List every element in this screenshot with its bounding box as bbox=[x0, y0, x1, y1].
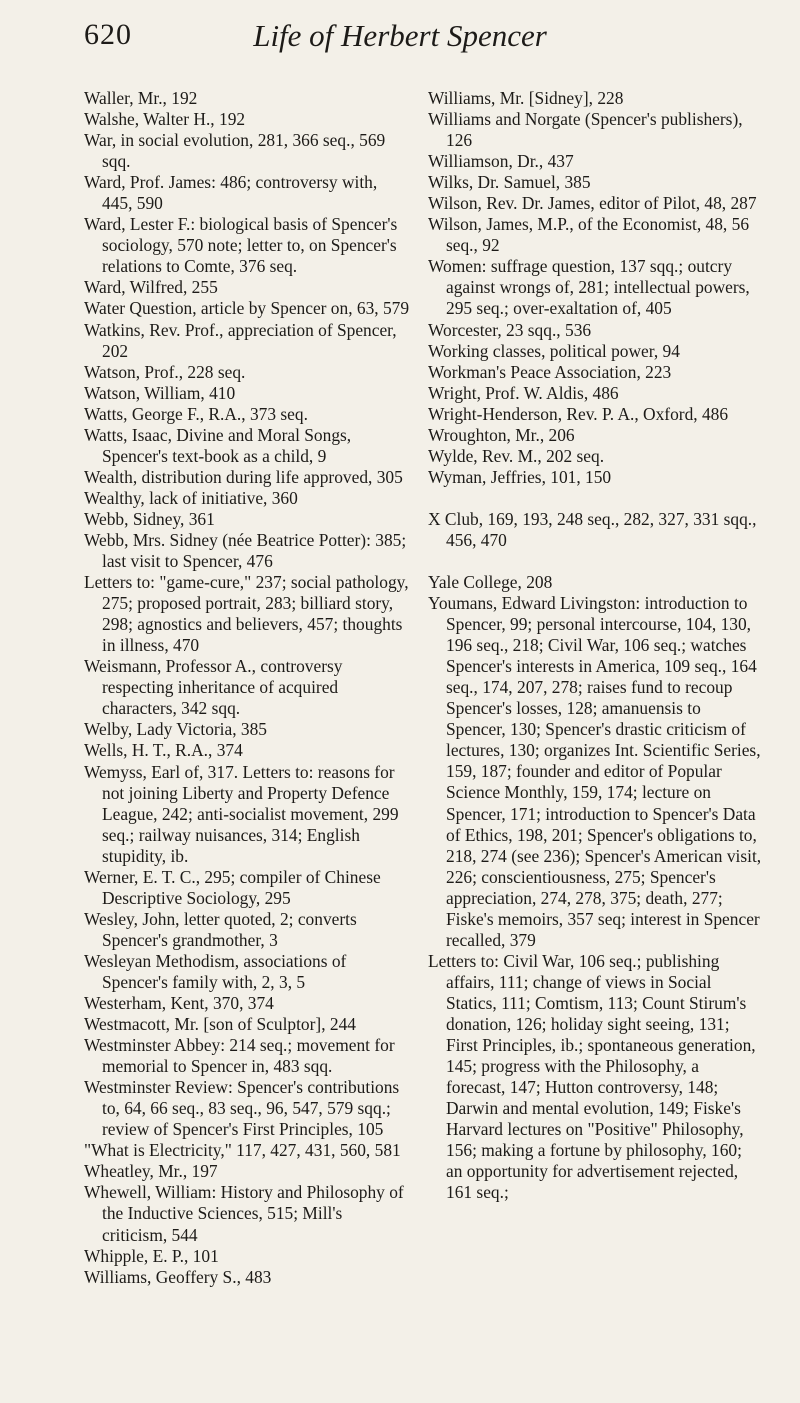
index-entry: Whewell, William: History and Philosophy of the Inductive Sciences, 515; Mill's criticism, 544 bbox=[84, 1182, 404, 1245]
index-entry: Ward, Lester F.: biological basis of Spencer's sociology, 570 note; letter to, on Spencer's relations to Comte, 376 seq. bbox=[84, 214, 398, 277]
index-entry: Watson, William, 410 bbox=[84, 382, 236, 403]
index-entry: Wright, Prof. W. Aldis, 486 bbox=[428, 382, 619, 403]
page-number: 620 bbox=[84, 18, 132, 51]
index-entry: Wroughton, Mr., 206 bbox=[428, 424, 575, 445]
index-entry-yale: Yale College, 208 bbox=[428, 571, 553, 592]
index-entry: Werner, E. T. C., 295; compiler of Chinese Descriptive Sociology, 295 bbox=[84, 866, 381, 908]
index-entry: Williamson, Dr., 437 bbox=[428, 151, 574, 172]
left-index-column bbox=[84, 88, 410, 1288]
index-entry: Wyman, Jeffries, 101, 150 bbox=[428, 466, 612, 487]
index-entry: Williams, Geoffery S., 483 bbox=[84, 1266, 272, 1287]
index-entry: Wealthy, lack of initiative, 360 bbox=[84, 487, 298, 508]
index-entry: Welby, Lady Victoria, 385 bbox=[84, 719, 268, 740]
index-entry: Youmans, Edward Livingston: introduction to Spencer, 99; personal intercourse, 104, 130, 196 seq., 218; Civil War, 106 seq.; watches Spencer's interests in America, 109 seq., 164 seq., 174, 207, 278; raises fund to recoup Spencer's losses, 128; amanuensis to Spencer, 130; Spencer's drastic criticism of lectures, 130; organizes Int. Scientific Series, 159, 187; founder and editor of Popular Science Monthly, 159, 174; lecture on Spencer, 171; introduction to Spencer's Data of Ethics, 198, 201; Spencer's obligations to, 218, 274 (see 236); Spencer's American visit, 226; conscientiousness, 275; Spencer's appreciation, 274, 278, 375; death, 277; Fiske's memoirs, 357 seq; interest in Spencer recalled, 379 bbox=[428, 593, 762, 950]
index-entry: Ward, Prof. James: 486; controversy with, 445, 590 bbox=[84, 172, 378, 214]
index-entry: Westminster Abbey: 214 seq.; movement for memorial to Spencer in, 483 sqq. bbox=[84, 1035, 395, 1077]
right-index-column bbox=[428, 88, 762, 1203]
index-entry: Workman's Peace Association, 223 bbox=[428, 361, 672, 382]
index-entry: Ward, Wilfred, 255 bbox=[84, 277, 218, 298]
index-entry: Women: suffrage question, 137 sqq.; outcry against wrongs of, 281; intellectual powers, 295 seq.; over-exaltation of, 405 bbox=[428, 256, 750, 319]
index-entry: Wright-Henderson, Rev. P. A., Oxford, 486 bbox=[428, 403, 729, 424]
index-entry: War, in social evolution, 281, 366 seq., 569 sqq. bbox=[84, 130, 386, 172]
page-header bbox=[42, 18, 758, 74]
index-entry: Webb, Mrs. Sidney (née Beatrice Potter): 385; last visit to Spencer, 476 bbox=[84, 529, 407, 572]
index-entry: Westmacott, Mr. [son of Sculptor], 244 bbox=[84, 1014, 356, 1035]
index-entry: "What is Electricity," 117, 427, 431, 560, 581 bbox=[84, 1140, 401, 1161]
running-title: Life of Herbert Spencer bbox=[253, 18, 547, 53]
index-entry: Wesley, John, letter quoted, 2; converts Spencer's grandmother, 3 bbox=[84, 908, 357, 950]
index-entry: Williams and Norgate (Spencer's publishers), 126 bbox=[428, 109, 743, 151]
index-entry: Williams, Mr. [Sidney], 228 bbox=[428, 88, 624, 108]
index-entry: Letters to: "game-cure," 237; social pathology, 275; proposed portrait, 283; billiard story, 298; agnostics and believers, 457; thoughts in illness, 470 bbox=[84, 572, 409, 656]
index-entry: Whipple, E. P., 101 bbox=[84, 1245, 219, 1266]
index-entry: Working classes, political power, 94 bbox=[428, 340, 680, 361]
index-entry: Wemyss, Earl of, 317. Letters to: reasons for not joining Liberty and Property Defence League, 242; anti-socialist movement, 299 seq.; railway nuisances, 314; English stupidity, ib. bbox=[84, 761, 399, 866]
index-entry: Watts, Isaac, Divine and Moral Songs, Spencer's text-book as a child, 9 bbox=[84, 424, 352, 466]
index-entry: Webb, Sidney, 361 bbox=[84, 508, 215, 529]
index-entry: Wylde, Rev. M., 202 seq. bbox=[428, 445, 605, 466]
index-entry: Waller, Mr., 192 bbox=[84, 88, 198, 108]
index-entry: Wells, H. T., R.A., 374 bbox=[84, 740, 243, 761]
index-entry: Wilks, Dr. Samuel, 385 bbox=[428, 172, 591, 193]
index-entry: Wilson, Rev. Dr. James, editor of Pilot, 48, 287 bbox=[428, 193, 757, 214]
index-entry: Wesleyan Methodism, associations of Spencer's family with, 2, 3, 5 bbox=[84, 950, 347, 992]
index-entry: Watkins, Rev. Prof., appreciation of Spencer, 202 bbox=[84, 319, 397, 361]
index-entry-x-club: X Club, 169, 193, 248 seq., 282, 327, 331 sqq., 456, 470 bbox=[428, 508, 757, 550]
index-entry: Letters to: Civil War, 106 seq.; publishing affairs, 111; change of views in Social Statics, 111; Comtism, 113; Count Stirum's donation, 126; holiday sight seeing, 131; First Principles, ib.; spontaneous generation, 145; progress with the Philosophy, a forecast, 147; Hutton controversy, 148; Darwin and mental evolution, 149; Fiske's Harvard lectures on "Positive" Philosophy, 156; making a fortune by philosophy, 160; an opportunity for advertisement rejected, 161 seq.; bbox=[428, 950, 756, 1203]
index-entry: Water Question, article by Spencer on, 63, 579 bbox=[84, 298, 410, 319]
index-entry: Watts, George F., R.A., 373 seq. bbox=[84, 403, 308, 424]
index-entry: Westerham, Kent, 370, 374 bbox=[84, 993, 274, 1014]
index-entry: Wheatley, Mr., 197 bbox=[84, 1161, 218, 1182]
index-entry: Westminster Review: Spencer's contributions to, 64, 66 seq., 83 seq., 96, 547, 579 sqq.; review of Spencer's First Principles, 105 bbox=[84, 1077, 400, 1140]
index-entry: Walshe, Walter H., 192 bbox=[84, 109, 246, 130]
index-entry: Weismann, Professor A., controversy respecting inheritance of acquired characters, 342 sqq. bbox=[84, 656, 343, 719]
index-entry: Wealth, distribution during life approved, 305 bbox=[84, 466, 403, 487]
index-entry: Watson, Prof., 228 seq. bbox=[84, 361, 246, 382]
index-entry: Worcester, 23 sqq., 536 bbox=[428, 319, 592, 340]
index-entry: Wilson, James, M.P., of the Economist, 48, 56 seq., 92 bbox=[428, 214, 750, 256]
